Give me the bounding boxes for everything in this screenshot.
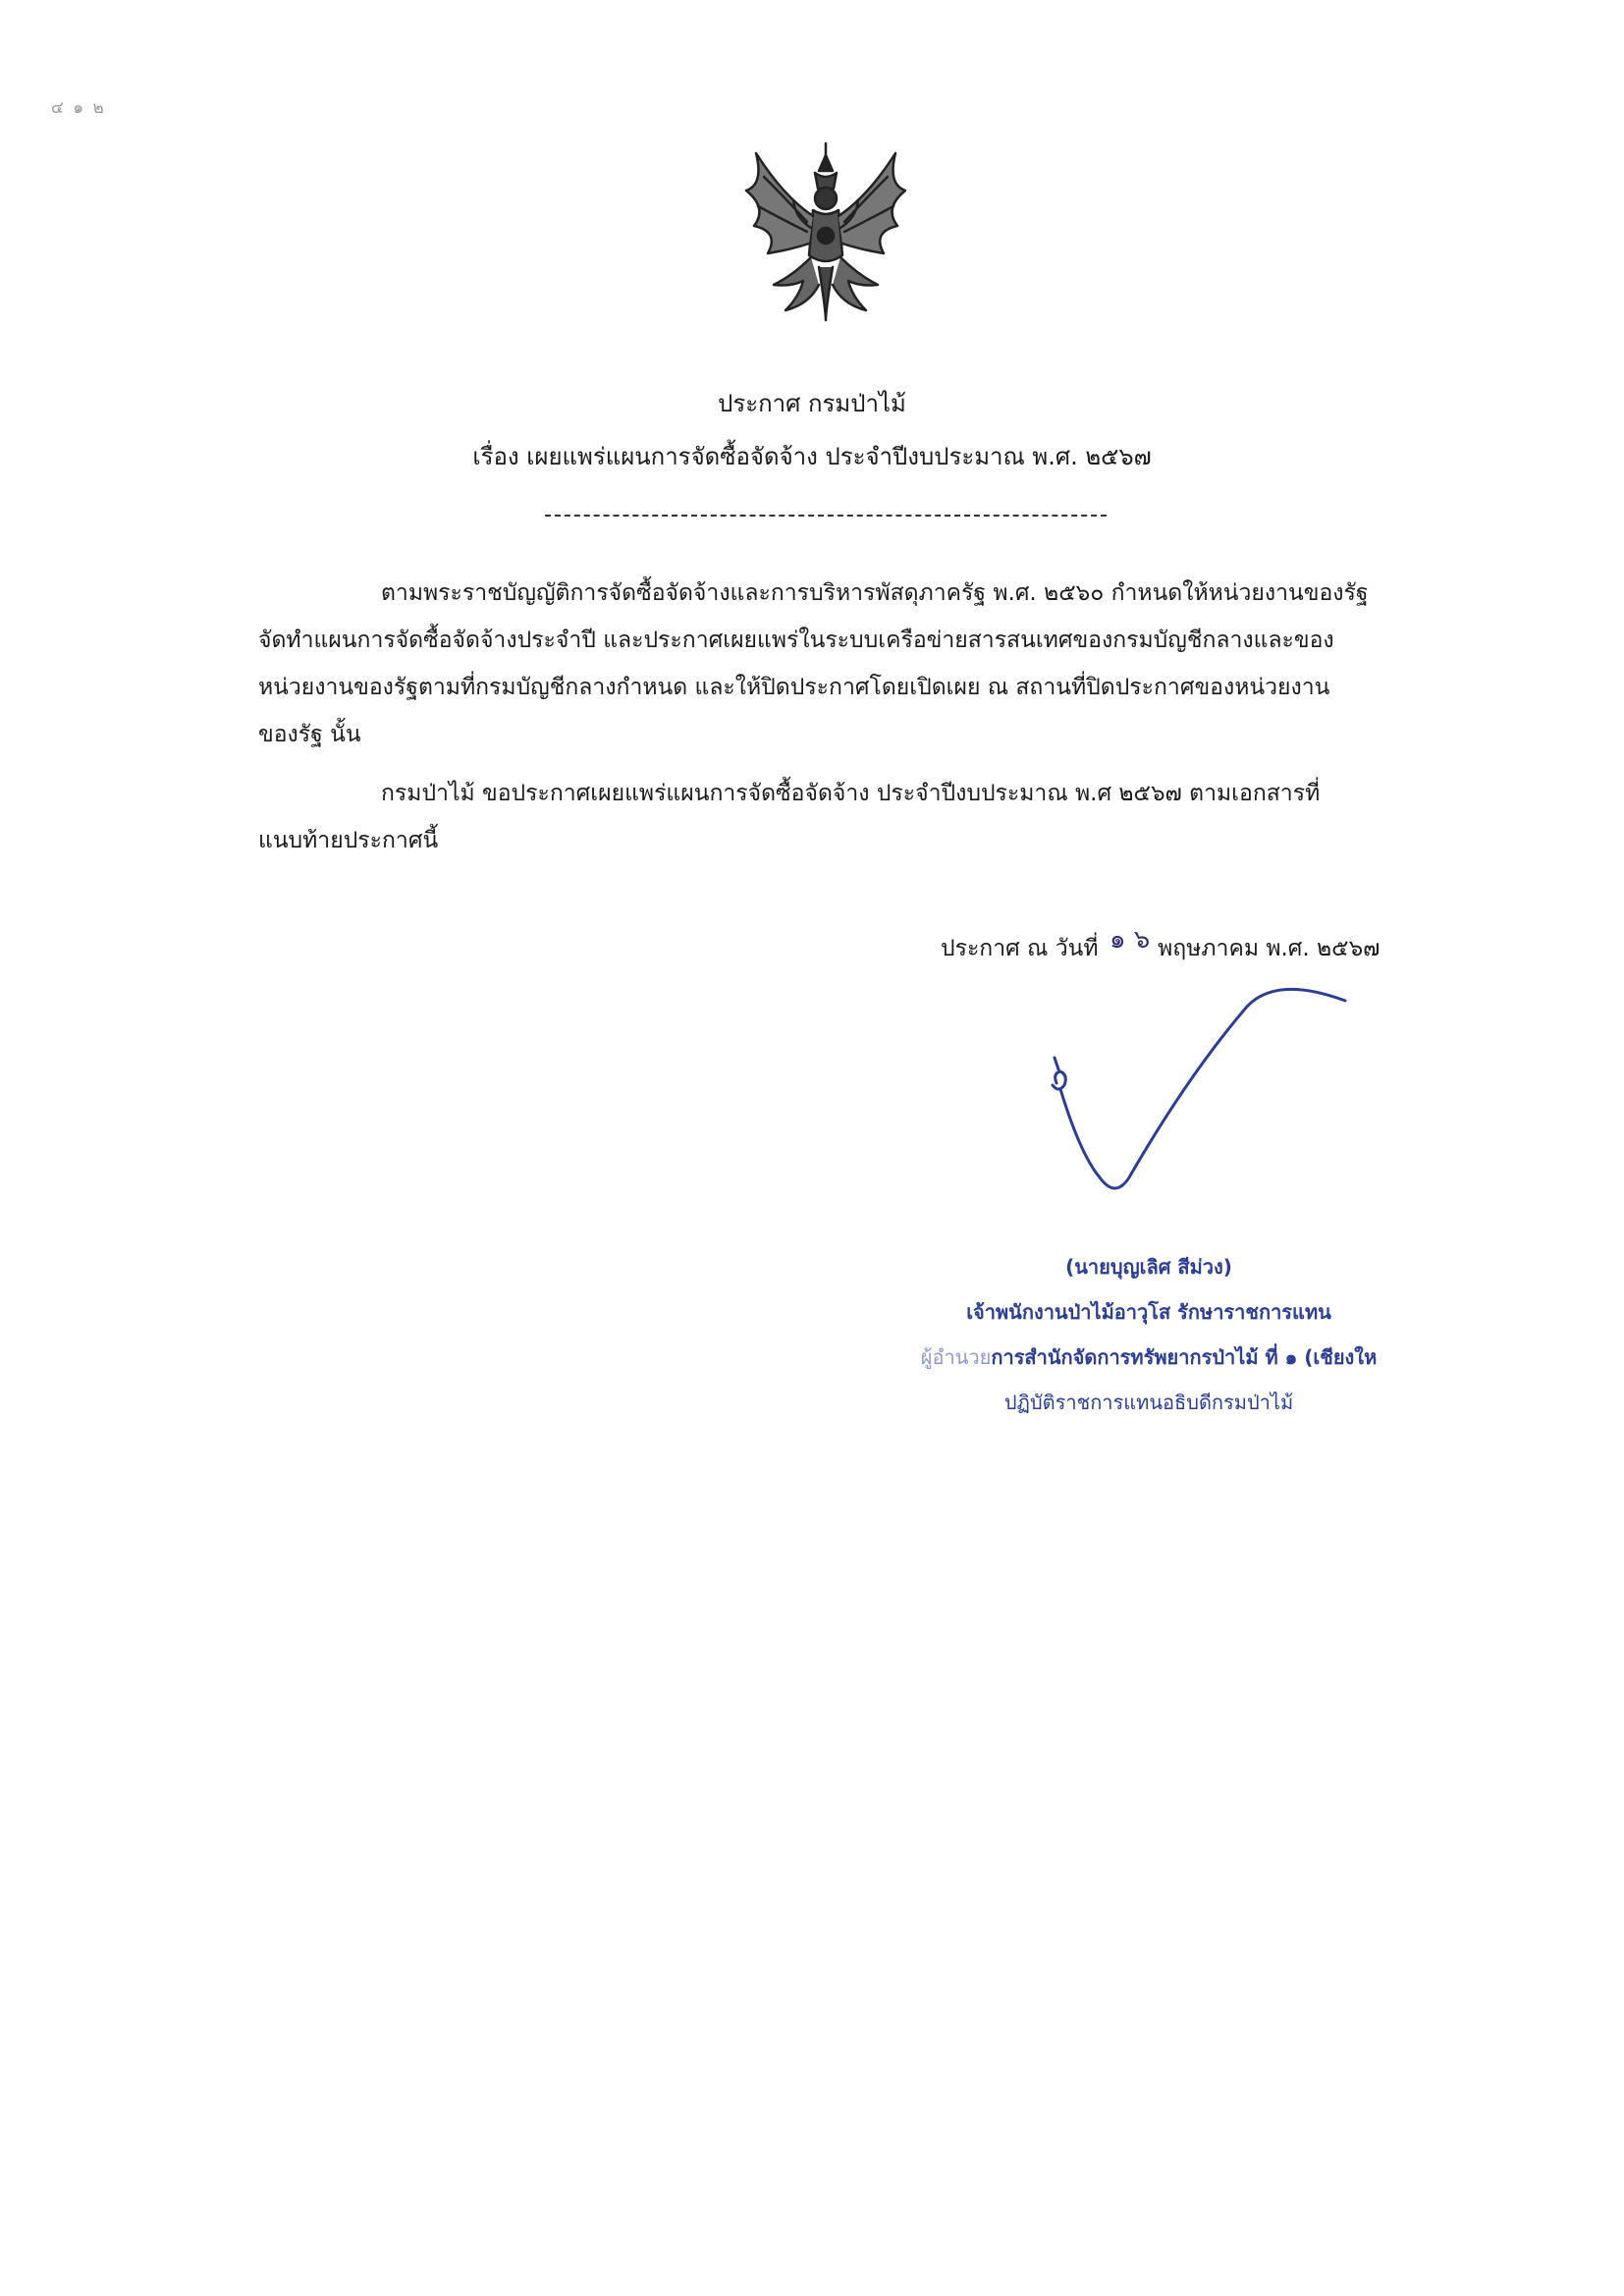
date-day-handwritten: ๑ ๖ bbox=[1110, 925, 1151, 955]
garuda-emblem-icon bbox=[734, 137, 917, 324]
document-subject: เรื่อง เผยแพร่แผนการจัดซื้อจัดจ้าง ประจำปีงบประมาณ พ.ศ. ๒๕๖๗ bbox=[472, 443, 1152, 470]
corner-mark: ๔ ๑ ๒ bbox=[51, 98, 106, 118]
separator-line bbox=[545, 515, 1107, 517]
paragraph-1-line: หน่วยงานของรัฐตามที่กรมบัญชีกลางกำหนด และให้ปิดประกาศโดยเปิดเผย ณ สถานที่ปิดประกาศของหน่วยงาน bbox=[258, 675, 1330, 700]
paragraph-1 bbox=[258, 570, 1407, 758]
date-month-year: พฤษภาคม พ.ศ. ๒๕๖๗ bbox=[1158, 936, 1380, 961]
paragraph-1-line: ตามพระราชบัญญัติการจัดซื้อจัดจ้างและการบริหารพัสดุภาครัฐ พ.ศ. ๒๕๖๐ กำหนดให้หน่วยงานของรัฐ bbox=[381, 580, 1369, 606]
handwritten-signature-icon bbox=[1041, 967, 1365, 1223]
signer-position-2 bbox=[854, 1339, 1443, 1375]
announcement-date bbox=[941, 929, 1380, 968]
paragraph-2 bbox=[258, 770, 1407, 864]
signer-position-3: ปฏิบัติราชการแทนอธิบดีกรมป่าไม้ bbox=[1003, 1391, 1294, 1414]
signer-position-2-faint: ผู้อำนวย bbox=[920, 1345, 992, 1369]
paragraph-1-line: ของรัฐ นั้น bbox=[258, 722, 361, 747]
signer-name: (นายบุญเลิศ สีม่วง) bbox=[1065, 1255, 1232, 1279]
paragraph-2-line: กรมป่าไม้ ขอประกาศเผยแพร่แผนการจัดซื้อจัดจ้าง ประจำปีงบประมาณ พ.ศ ๒๕๖๗ ตามเอกสารที่ bbox=[381, 781, 1321, 806]
signer-position-1: เจ้าพนักงานป่าไม้อาวุโส รักษาราชการแทน bbox=[966, 1300, 1331, 1324]
date-prefix: ประกาศ ณ วันที่ bbox=[941, 936, 1099, 961]
paragraph-1-line: จัดทำแผนการจัดซื้อจัดจ้างประจำปี และประกาศเผยแพร่ในระบบเครือข่ายสารสนเทศของกรมบัญชีกลางและของ bbox=[258, 628, 1334, 653]
paragraph-2-line: แนบท้ายประกาศนี้ bbox=[258, 828, 439, 853]
signer-position-2-main: การสำนักจัดการทรัพยากรป่าไม้ ที่ ๑ (เชียงให bbox=[991, 1345, 1378, 1369]
document-title: ประกาศ กรมป่าไม้ bbox=[718, 390, 906, 417]
